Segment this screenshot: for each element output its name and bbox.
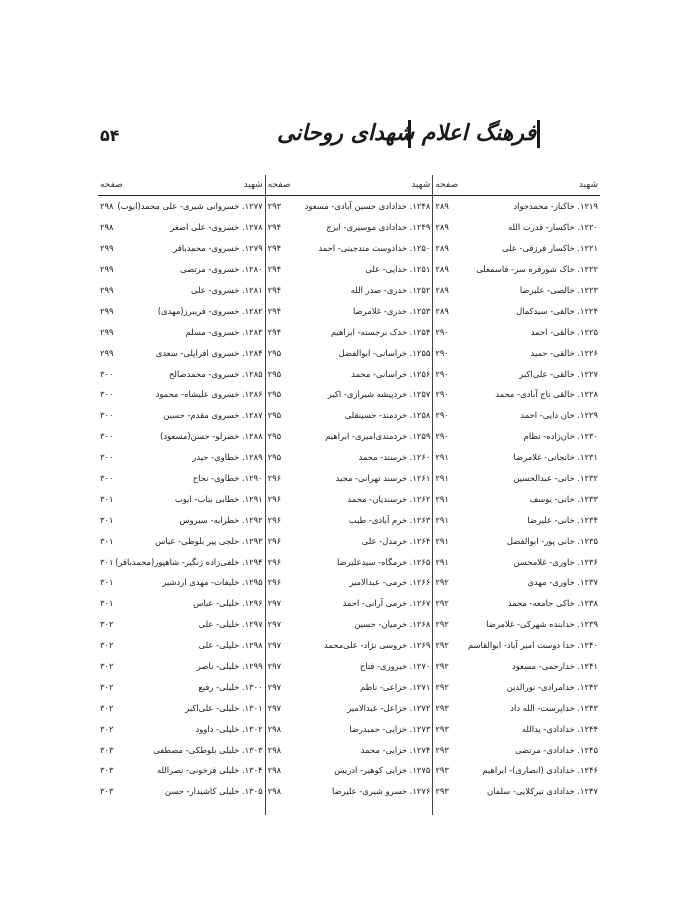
list-item [98, 572, 265, 593]
martyr-name: ۱۲۵۰. خدادوست مندجینی- احمد [318, 243, 431, 254]
list-item [266, 280, 433, 301]
page-ref: ۳۰۳ [99, 765, 114, 776]
index-column-3 [98, 175, 265, 815]
list-item [433, 468, 600, 489]
list-item [433, 551, 600, 572]
header-page-label: صفحه [435, 180, 459, 190]
list-item [98, 363, 265, 384]
list-item [266, 405, 433, 426]
page-ref: ۲۹۳ [435, 765, 449, 776]
martyr-name: ۱۲۵۴. خدک برجسته- ابراهیم [330, 326, 431, 337]
martyr-name: ۱۲۲۸. خالقی تاج آبادی- محمد [495, 389, 598, 400]
page-ref: ۲۹۱ [435, 535, 449, 546]
page-ref: ۲۹۶ [267, 535, 282, 546]
martyr-name: ۱۲۷۳. خزایی- حمیدرضا [349, 723, 431, 734]
page-ref: ۲۹۹ [99, 285, 114, 295]
list-item [433, 760, 600, 781]
list-item [98, 635, 265, 656]
list-item [266, 300, 433, 321]
page-ref: ۳۰۳ [99, 744, 114, 755]
martyr-name: ۱۲۴۴. خدادادی- یدالله [521, 723, 598, 734]
page-ref: ۳۰۰ [99, 431, 114, 442]
list-item [98, 384, 265, 405]
page-ref: ۳۰۰ [99, 368, 114, 379]
martyr-name: ۱۲۳۷. خاوری- مهدی [527, 577, 598, 588]
martyr-name: ۱۲۶۷. خرمی آرانی- احمد [342, 598, 431, 609]
martyr-name: ۱۲۲۶. خالقی- حمید [530, 347, 598, 358]
header-page-label: صفحه [267, 180, 291, 190]
page-ref: ۲۹۰ [435, 389, 449, 400]
list-item [266, 217, 433, 238]
header-martyr-label: شهید [243, 180, 263, 190]
page-ref: ۲۹۰ [435, 326, 449, 337]
martyr-name: ۱۲۲۱. خاکسار فرزقی- علی [502, 243, 598, 254]
martyr-name: ۱۲۷۸. خسروی- علی اصغر [170, 222, 263, 233]
page-ref: ۳۰۲ [99, 640, 114, 651]
column-header [433, 175, 600, 196]
page-ref: ۳۰۱ [99, 535, 114, 546]
header-martyr-label: شهید [578, 180, 598, 190]
list-item [266, 676, 433, 697]
list-item [433, 238, 600, 259]
martyr-name: ۱۲۳۹. خدابنده شهرکی- غلامرضا [486, 619, 598, 630]
martyr-name: ۱۲۵۷. خردپیشه شیرازی- اکبر [327, 389, 431, 400]
list-item [98, 468, 265, 489]
list-item [433, 384, 600, 405]
martyr-name: ۱۲۲۹. خان دایی- احمد [520, 410, 598, 421]
martyr-name: ۱۲۴۵. خدادادی- مرتضی [515, 744, 598, 755]
list-item [433, 676, 600, 697]
list-item [98, 196, 265, 217]
martyr-name: ۱۲۶۹. خروسی نژاد- علی‌محمد [323, 640, 431, 651]
martyr-name: ۱۲۲۴. خالقی- سیدکمال [516, 305, 598, 316]
martyr-name: ۱۲۴۰. خدا دوست امیر آباد- ابوالقاسم [467, 640, 598, 651]
list-item [433, 635, 600, 656]
page-ref: ۳۰۲ [99, 681, 114, 692]
martyr-name: ۱۳۰۱. خلیلی- علی‌اکبر [185, 702, 263, 713]
list-item [433, 572, 600, 593]
martyr-name: ۱۲۶۴. خرمدل- علی [361, 535, 431, 546]
martyr-name: ۱۲۷۱. خزاعی- ناظم [360, 681, 431, 692]
list-item [266, 593, 433, 614]
martyr-name: ۱۲۸۰. خسروی- مرتضی [180, 264, 263, 275]
page-ref: ۲۸۹ [435, 285, 449, 295]
page-ref: ۲۹۵ [267, 431, 282, 442]
page-ref: ۲۹۷ [267, 681, 282, 692]
list-item [433, 363, 600, 384]
list-item [433, 509, 600, 530]
page-ref: ۲۹۰ [435, 368, 449, 379]
list-item [266, 781, 433, 802]
list-item [266, 760, 433, 781]
index-column-1 [433, 175, 600, 815]
column-header [266, 175, 433, 196]
martyr-name: ۱۲۳۴. خانی- علیرضا [527, 514, 598, 525]
martyr-name: ۱۲۶۰. خرسند- محمد [358, 452, 431, 463]
page-ref: ۲۸۹ [435, 264, 449, 275]
page-ref: ۳۰۰ [99, 473, 114, 484]
page-ref: ۲۹۸ [267, 723, 282, 734]
page-ref: ۳۰۱ [99, 514, 114, 525]
martyr-name: ۱۲۶۲. خرسندیان- محمد [347, 493, 431, 504]
martyr-name: ۱۲۹۰. خطاوی- نجاح [192, 473, 263, 484]
list-item [266, 572, 433, 593]
list-item [98, 217, 265, 238]
martyr-name: ۱۲۶۸. خرمیان- حسین [354, 619, 431, 630]
page-ref: ۳۰۰ [99, 410, 114, 421]
list-item [98, 656, 265, 677]
page-ref: ۲۹۷ [267, 702, 282, 713]
list-item [433, 342, 600, 363]
martyr-name: ۱۲۴۹. خدادادی موسیری- ایرج [326, 222, 431, 233]
page-ref: ۲۹۱ [435, 556, 449, 567]
martyr-name: ۱۲۸۷. خسروی مقدم- حسین [163, 410, 263, 421]
martyr-name: ۱۲۳۵. خانی پور- ابوالفضل [506, 535, 598, 546]
title-bar-right [537, 120, 540, 148]
page-ref: ۲۹۰ [435, 347, 449, 358]
list-item [433, 280, 600, 301]
martyr-name: ۱۲۵۲. خدری- صدر الله [350, 285, 431, 295]
page-ref: ۲۹۴ [267, 326, 282, 337]
martyr-name: ۱۳۰۰. خلیلی- رفیع [198, 681, 263, 692]
martyr-name: ۱۲۴۱. خدارحمی- مسعود [511, 661, 598, 672]
page-ref: ۳۰۲ [99, 702, 114, 713]
martyr-name: ۱۲۱۹. خاکباز- محمدجواد [513, 201, 598, 212]
book-title: فرهنگ اعلام شهدای روحانی [276, 120, 536, 146]
list-item [98, 238, 265, 259]
martyr-name: ۱۲۹۴. خلفی‌زاده زنگیر- شاهپور(محمدباقر) [115, 556, 263, 567]
page-ref: ۲۹۳ [435, 723, 449, 734]
list-item [433, 405, 600, 426]
page-ref: ۲۹۴ [267, 222, 282, 233]
list-item [266, 635, 433, 656]
martyr-name: ۱۲۵۶. خراسانی- محمد [351, 368, 431, 379]
martyr-name: ۱۲۳۰. خان‌زاده- نظام [523, 431, 598, 442]
list-item [266, 739, 433, 760]
column-header [98, 175, 265, 196]
list-item [433, 781, 600, 802]
martyr-name: ۱۲۷۴. خزایی- محمد [360, 744, 431, 755]
martyr-name: ۱۲۷۲. خزاعل- عبدالامیر [347, 702, 431, 713]
page-ref: ۲۹۴ [267, 285, 282, 295]
list-item [98, 739, 265, 760]
martyr-name: ۱۲۳۶. خاوری- غلامحسن [513, 556, 598, 567]
martyr-name: ۱۲۹۷. خلیلی- علی [198, 619, 263, 630]
page-ref: ۳۰۰ [99, 452, 114, 463]
list-item [433, 447, 600, 468]
page-header [0, 116, 700, 160]
martyr-name: ۱۲۵۵. خراسانی- ابوالفضل [338, 347, 431, 358]
list-item [266, 614, 433, 635]
page-ref: ۲۹۴ [267, 305, 282, 316]
page-ref: ۳۰۳ [99, 786, 114, 797]
martyr-name: ۱۲۹۶. خلیلی- عباس [193, 598, 263, 609]
page-ref: ۳۰۱ [99, 556, 114, 567]
list-item [433, 259, 600, 280]
martyr-name: ۱۲۳۳. خانی- یوسف [529, 493, 598, 504]
martyr-name: ۱۲۸۱. خسروی- علی [191, 285, 263, 295]
martyr-name: ۱۳۰۵. خلیلی کاشیدار- حسن [164, 786, 263, 797]
martyr-name: ۱۲۹۳. خلجی پیر بلوطی- عباس [155, 535, 263, 546]
page-ref: ۲۹۹ [99, 264, 114, 275]
martyr-name: ۱۲۴۸. خدادادی حسین آبادی- مسعود [304, 201, 431, 212]
list-item [433, 739, 600, 760]
list-item [98, 342, 265, 363]
martyr-name: ۱۲۴۷. خدادادی تیرکلایی- سلمان [486, 786, 598, 797]
list-item [98, 676, 265, 697]
list-item [433, 196, 600, 217]
martyr-name: ۱۲۹۸. خلیلی- علی [198, 640, 263, 651]
martyr-name: ۱۲۴۲. خدامرادی- نورالدین [506, 681, 598, 692]
martyr-name: ۱۲۸۲. خسروی- فریبرز(مهدی) [157, 305, 263, 316]
martyr-name: ۱۲۵۸. خردمند- حسینقلی [344, 410, 431, 421]
page-ref: ۲۹۵ [267, 410, 282, 421]
martyr-name: ۱۲۲۳. خالصی- علیرضا [519, 285, 598, 295]
martyr-name: ۱۲۵۳. خدری- غلامرضا [352, 305, 431, 316]
list-item [433, 530, 600, 551]
martyr-name: ۱۲۵۱. خدایی- علی [365, 264, 431, 275]
list-item [433, 697, 600, 718]
martyr-name: ۱۳۰۴. خلیلی فرخونی- نصرالله [156, 765, 263, 776]
index-table [98, 175, 600, 815]
page-ref: ۲۸۹ [435, 201, 449, 212]
page-ref: ۲۹۹ [99, 347, 114, 358]
page-ref: ۲۹۶ [267, 493, 282, 504]
page-ref: ۲۹۹ [99, 305, 114, 316]
page-ref: ۲۹۶ [267, 556, 282, 567]
list-item [433, 614, 600, 635]
page-ref: ۳۰۱ [99, 493, 114, 504]
page-ref: ۲۹۲ [435, 598, 449, 609]
list-item [266, 259, 433, 280]
list-item [266, 426, 433, 447]
list-item [98, 259, 265, 280]
list-item [98, 447, 265, 468]
martyr-name: ۱۲۷۰. خیروزی- فتاح [359, 661, 431, 672]
martyr-name: ۱۲۶۱. خرسند تهرانی- مجید [335, 473, 431, 484]
martyr-name: ۱۲۶۳. خرم آبادی- طیب [348, 514, 431, 525]
header-page-label: صفحه [99, 180, 123, 190]
list-item [98, 718, 265, 739]
martyr-name: ۱۲۸۴. خسروی افراپلی- سعدی [155, 347, 263, 358]
martyr-name: ۱۲۷۹. خسروی- محمدباقر [173, 243, 263, 254]
page-ref: ۲۹۷ [267, 640, 282, 651]
page-ref: ۲۹۶ [267, 473, 282, 484]
martyr-name: ۱۳۰۲. خلیلی- داوود [195, 723, 263, 734]
page-ref: ۲۹۱ [435, 514, 449, 525]
list-item [98, 781, 265, 802]
list-item [433, 426, 600, 447]
martyr-name: ۱۲۴۶. خدادادی (انصاری)- ابراهیم [482, 765, 598, 776]
list-item [433, 300, 600, 321]
page-ref: ۲۹۷ [267, 619, 282, 630]
list-item [433, 321, 600, 342]
martyr-name: ۱۲۶۵. خرمگاه- سیدعلیرضا [336, 556, 431, 567]
list-item [266, 718, 433, 739]
page-ref: ۲۹۸ [99, 222, 114, 233]
martyr-name: ۱۲۷۷. خسروانی شیری- علی محمد(ایوب) [117, 201, 263, 212]
list-item [266, 530, 433, 551]
index-column-2 [266, 175, 433, 815]
page-ref: ۲۹۳ [435, 744, 449, 755]
page-ref: ۳۰۲ [99, 661, 114, 672]
page-ref: ۲۹۱ [435, 493, 449, 504]
list-item [98, 593, 265, 614]
martyr-name: ۱۲۵۹. خردمندی‌امیری- ابراهیم [325, 431, 431, 442]
page-ref: ۲۹۲ [435, 640, 449, 651]
page-ref: ۲۹۱ [435, 452, 449, 463]
list-item [266, 447, 433, 468]
page-ref: ۲۹۸ [267, 786, 282, 797]
list-item [433, 488, 600, 509]
page-ref: ۲۹۳ [267, 201, 282, 212]
page-ref: ۲۸۹ [435, 222, 449, 233]
page-ref: ۲۹۲ [435, 681, 449, 692]
martyr-name: ۱۲۸۳. خسروی- مسلم [185, 326, 263, 337]
list-item [98, 488, 265, 509]
list-item [433, 217, 600, 238]
header-martyr-label: شهید [411, 180, 431, 190]
martyr-name: ۱۲۸۶. خسروی علیشاه- محمود [155, 389, 263, 400]
list-item [98, 551, 265, 572]
page-ref: ۲۹۹ [99, 243, 114, 254]
page-ref: ۲۹۵ [267, 452, 282, 463]
martyr-name: ۱۲۳۸. خاکی جامعه- محمد [507, 598, 598, 609]
list-item [266, 363, 433, 384]
page-ref: ۲۹۶ [267, 577, 282, 588]
list-item [266, 321, 433, 342]
martyr-name: ۱۲۹۵. خلیفات- مهدی اردشیر [162, 577, 263, 588]
martyr-name: ۱۲۲۷. خالقی- علی‌اکبر [519, 368, 598, 379]
page-ref: ۲۹۳ [435, 702, 449, 713]
martyr-name: ۱۲۷۵. خزایی کوهیر- ادریس [334, 765, 431, 776]
page-ref: ۳۰۲ [99, 619, 114, 630]
list-item [266, 238, 433, 259]
page-number: ۵۴ [100, 126, 120, 145]
martyr-name: ۱۲۸۹. خطاوی- حیدر [192, 452, 263, 463]
list-item [266, 342, 433, 363]
page-ref: ۲۹۵ [267, 389, 282, 400]
page-ref: ۲۹۸ [99, 201, 114, 212]
list-item [266, 488, 433, 509]
list-item [98, 760, 265, 781]
martyr-name: ۱۲۲۵. خالقی- احمد [530, 326, 598, 337]
page-ref: ۲۹۰ [435, 431, 449, 442]
list-item [266, 551, 433, 572]
martyr-name: ۱۲۹۲. خطرابه- سیروس [179, 514, 263, 525]
list-item [266, 509, 433, 530]
list-item [266, 656, 433, 677]
list-item [266, 697, 433, 718]
page-ref: ۲۹۰ [435, 410, 449, 421]
page-ref: ۲۹۷ [267, 598, 282, 609]
page-ref: ۲۹۴ [267, 264, 282, 275]
page-ref: ۳۰۱ [99, 577, 114, 588]
list-item [98, 530, 265, 551]
page-ref: ۲۹۶ [267, 514, 282, 525]
page-ref: ۳۰۲ [99, 723, 114, 734]
martyr-name: ۱۲۷۶. خسرو شیری- علیرضا [332, 786, 431, 797]
martyr-name: ۱۲۶۶. خرمی- عبدالامیر [349, 577, 431, 588]
list-item [98, 509, 265, 530]
page-ref: ۲۹۴ [267, 243, 282, 254]
martyr-name: ۱۲۸۵. خسروی- محمدصالح [169, 368, 263, 379]
martyr-name: ۱۲۳۲. خانی- عبدالحسین [513, 473, 598, 484]
list-item [266, 468, 433, 489]
martyr-name: ۱۳۰۳. خلیلی بلوطکی- مصطفی [153, 744, 263, 755]
page-ref: ۲۹۲ [435, 619, 449, 630]
martyr-name: ۱۲۹۹. خلیلی- ناصر [196, 661, 263, 672]
list-item [98, 321, 265, 342]
list-item [433, 593, 600, 614]
list-item [98, 300, 265, 321]
page-ref: ۲۹۲ [435, 661, 449, 672]
list-item [433, 718, 600, 739]
martyr-name: ۱۲۲۰. خاکسار- قدرت الله [508, 222, 598, 233]
list-item [98, 426, 265, 447]
page-ref: ۲۹۵ [267, 368, 282, 379]
page-ref: ۲۸۹ [435, 243, 449, 254]
page-ref: ۳۰۰ [99, 389, 114, 400]
list-item [266, 196, 433, 217]
list-item [266, 384, 433, 405]
page-ref: ۲۹۷ [267, 661, 282, 672]
martyr-name: ۱۲۴۳. خداپرست- الله داد [510, 702, 598, 713]
list-item [98, 697, 265, 718]
page-ref: ۲۹۸ [267, 744, 282, 755]
page-ref: ۲۹۹ [99, 326, 114, 337]
list-item [98, 405, 265, 426]
page-ref: ۲۹۲ [435, 577, 449, 588]
page-ref: ۲۹۱ [435, 473, 449, 484]
page-ref: ۲۸۹ [435, 305, 449, 316]
list-item [98, 614, 265, 635]
martyr-name: ۱۲۸۸. خضرلو- حسن(مسعود) [160, 431, 263, 442]
page-ref: ۲۹۳ [435, 786, 449, 797]
page-ref: ۲۹۵ [267, 347, 282, 358]
list-item [433, 656, 600, 677]
page-ref: ۳۰۱ [99, 598, 114, 609]
list-item [98, 280, 265, 301]
martyr-name: ۱۲۲۲. خاک شورقره سر- قاسمعلی [476, 264, 598, 275]
martyr-name: ۱۲۳۱. خانجانی- غلامرضا [513, 452, 598, 463]
martyr-name: ۱۲۹۱. خطابی بناب- ایوب [174, 493, 263, 504]
page-ref: ۲۹۸ [267, 765, 282, 776]
